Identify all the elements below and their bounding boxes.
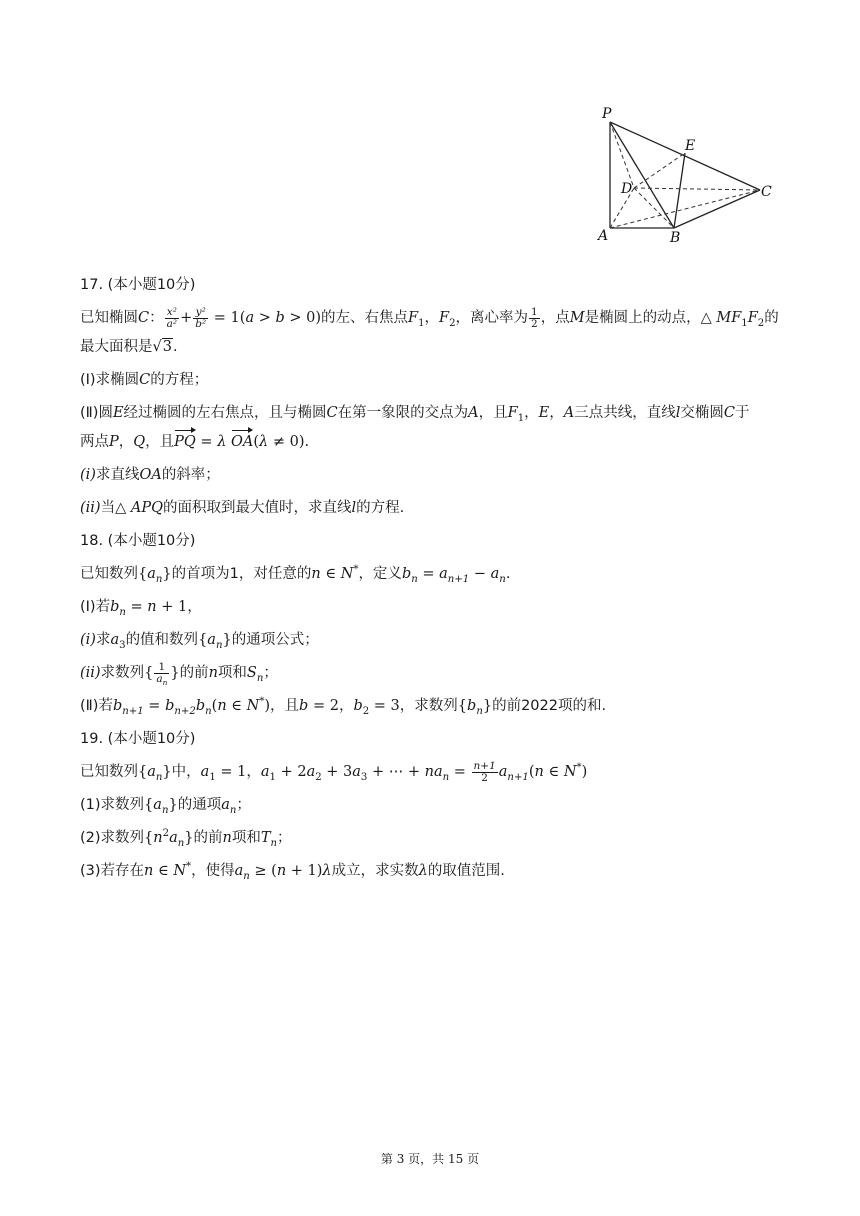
label-C: C	[761, 184, 772, 200]
vector-OA: OA	[231, 429, 253, 456]
q19-header: 19. (本小题10分)	[80, 731, 196, 747]
label-A: A	[598, 228, 609, 244]
q19-part3: (3)若存在n ∈ N*，使得$a_n \ge (n + 1)\lambda$成立，求实数λ的取值范围.	[80, 861, 505, 882]
fraction-1-over-an: $\frac{1}{a_n}$	[156, 660, 168, 687]
segment-DE	[634, 153, 685, 188]
q19-intro: 已知数列$\{a_n\}$中，$a_1 = 1$，$a_1 + 2a_2 + 3a_3$ + ⋯ + $na_n$ = $\frac{n+1}{2}$ $a_{n+1}(n$ ∈ N*)	[80, 759, 588, 784]
diagonal-AC	[610, 190, 760, 228]
page-footer: 第 3 页，共 15 页	[380, 1152, 480, 1166]
sqrt-3: √3	[152, 339, 172, 355]
fraction-n-plus-1-over-2: $\frac{n+1}{2}$	[473, 759, 496, 784]
q18-part1: (Ⅰ)若$b_n = n + 1$，	[80, 599, 202, 618]
q18-sub-ii: (ii)求数列{ $\frac{1}{a_n}$ }的前n项和$S_n$；	[80, 660, 278, 687]
q18-part2: (Ⅱ)若$b_{n+1} = b_{n+2}b_n(n$ ∈ N*)，且b = 2，$b_2 = 3$，求数列$\{b_n\}$的前2022项的和.	[80, 696, 607, 717]
q19-part1: (1)求数列$\{a_n\}$的通项$a_n$；	[80, 797, 251, 816]
q18-intro: 已知数列$\{a_n\}$的首项为1，对任意的n ∈ N*，定义$b_n = a_{n+1} - a_n$.	[80, 564, 511, 585]
q18-sub-i: (i)求$a_3$的值和数列$\{a_n\}$的通项公式；	[80, 632, 319, 651]
label-D: D	[621, 181, 633, 197]
q17-part2: (Ⅱ)圆E经过椭圆的左右焦点，且与椭圆C在第一象限的交点为A，且$F_1$，E，A三点共线，直线l交椭圆C于	[80, 405, 750, 424]
pyramid-diagram	[592, 100, 782, 245]
q17-intro-line2: 最大面积是√3.	[80, 339, 178, 355]
q19-part2: (2)求数列$\{n^2a_n\}$的前n项和$T_n$；	[80, 828, 292, 849]
q17-header: 17. (本小题10分)	[80, 277, 196, 293]
label-P: P	[602, 106, 612, 122]
q17-part1: (Ⅰ)求椭圆C的方程；	[80, 372, 209, 388]
q17-intro: 已知椭圆C： $\frac{\text{x²}}{\text{a²}}$ + $\frac{\text{y²}}{\text{b²}}$ = 1(a > b > 0)的左、右焦点$F_1$，$F_2$，离心率为 $\frac{1}{2}$ ，点M是椭圆上的动点，△ $MF_1F_2$的	[80, 305, 779, 330]
fraction-x2-a2: $\frac{\text{x²}}{\text{a²}}$	[166, 305, 178, 330]
q18-header: 18. (本小题10分)	[80, 533, 196, 549]
vector-PQ: PQ	[174, 429, 196, 456]
fraction-half: $\frac{1}{2}$	[531, 305, 538, 330]
edge-DC	[634, 188, 760, 190]
pyramid-figure	[592, 100, 782, 245]
edge-PB	[610, 122, 674, 228]
fraction-y2-b2: $\frac{\text{y²}}{\text{b²}}$	[195, 305, 207, 330]
segment-BE	[674, 153, 685, 228]
q17-part2-line2: 两点P，Q，且PQ = λ OA(λ ≠ 0).	[80, 429, 780, 456]
label-E: E	[685, 138, 696, 154]
q17-sub-i: (i)求直线OA的斜率；	[80, 467, 220, 483]
page-content	[80, 272, 780, 891]
label-B: B	[670, 230, 681, 246]
q17-sub-ii: (ii)当△ APQ的面积取到最大值时，求直线l的方程.	[80, 500, 405, 516]
